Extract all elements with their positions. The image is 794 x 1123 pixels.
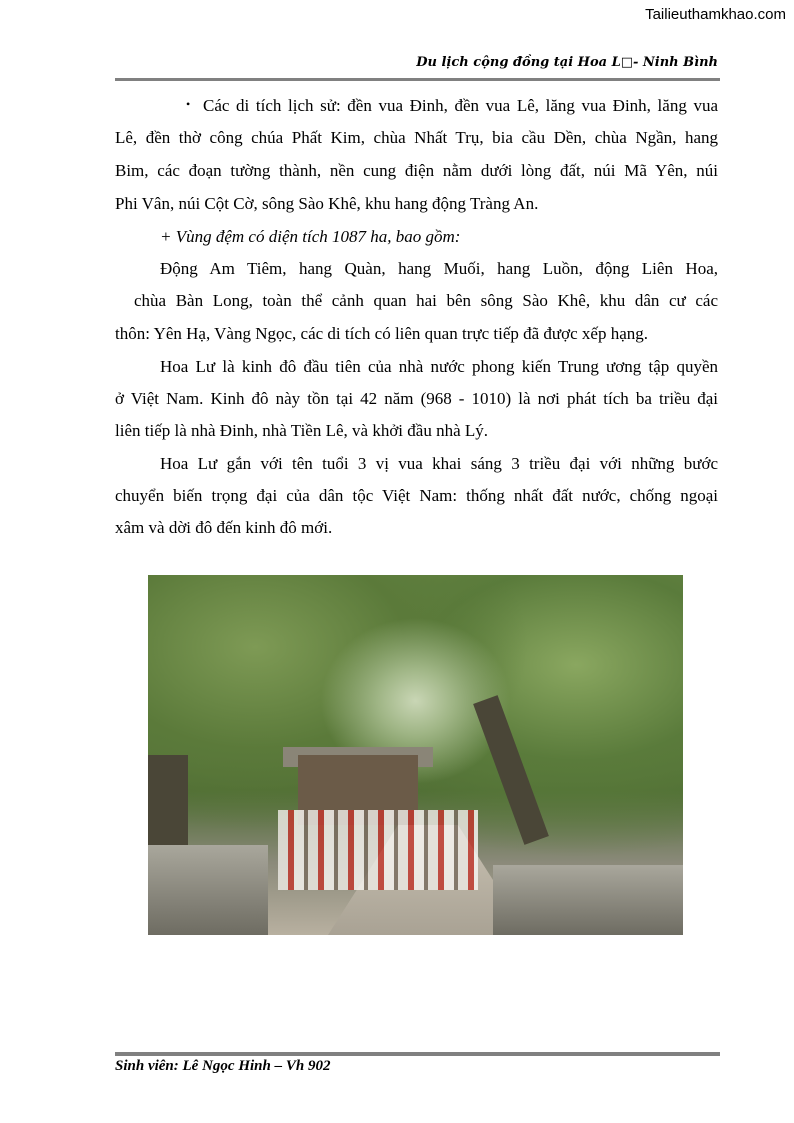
text-line-italic: + Vùng đệm có diện tích 1087 ha, bao gồm:: [160, 227, 461, 246]
text-line: Hoa Lư là kinh đô đầu tiên của nhà nước phong kiến Trung ương tập quyền: [160, 357, 718, 376]
visitors: [278, 810, 478, 890]
text-line: Bim, các đoạn tường thành, nền cung điện nằm dưới lòng đất, núi Mã Yên, núi: [115, 161, 718, 180]
tree-trunk: [473, 695, 549, 845]
running-header: Du lịch cộng đồng tại Hoa L□- Ninh Bình: [416, 55, 718, 70]
text-line: Động Am Tiêm, hang Quàn, hang Muối, hang Luồn, động Liên Hoa,: [160, 259, 718, 278]
text-line: ở Việt Nam. Kinh đô này tồn tại 42 năm (968 - 1010) là nơi phát tích ba triều đại: [115, 389, 718, 408]
photo-tree-lined-path: [148, 575, 683, 935]
site-watermark: Tailieuthamkhao.com: [645, 6, 786, 23]
bullet-marker: •: [186, 97, 191, 111]
text-line: Các di tích lịch sử: đền vua Đinh, đền vua Lê, lăng vua Đinh, lăng vua: [203, 96, 718, 115]
text-line: chuyển biến trọng đại của dân tộc Việt Nam: thống nhất đất nước, chống ngoại: [115, 486, 718, 505]
footer-rule: [115, 1052, 720, 1056]
stone-wall: [493, 865, 683, 935]
text-line: Hoa Lư gắn với tên tuổi 3 vị vua khai sáng 3 triều đại với những bước: [160, 454, 718, 473]
text-line: thôn: Yên Hạ, Vàng Ngọc, các di tích có liên quan trực tiếp đã được xếp hạng.: [115, 324, 649, 343]
text-line: xâm và dời đô đến kinh đô mới.: [115, 518, 333, 537]
text-line: Lê, đền thờ công chúa Phất Kim, chùa Nhất Trụ, bia cầu Dền, chùa Ngần, hang: [115, 128, 718, 147]
text-line: Phi Vân, núi Cột Cờ, sông Sào Khê, khu hang động Tràng An.: [115, 194, 539, 213]
text-line: chùa Bàn Long, toàn thể cảnh quan hai bên sông Sào Khê, khu dân cư các: [134, 291, 718, 310]
text-line: liên tiếp là nhà Đinh, nhà Tiền Lê, và khởi đầu nhà Lý.: [115, 421, 489, 440]
header-rule: [115, 78, 720, 81]
footer-author: Sinh viên: Lê Ngọc Hinh – Vh 902: [115, 1058, 331, 1074]
stone-wall: [148, 845, 268, 935]
